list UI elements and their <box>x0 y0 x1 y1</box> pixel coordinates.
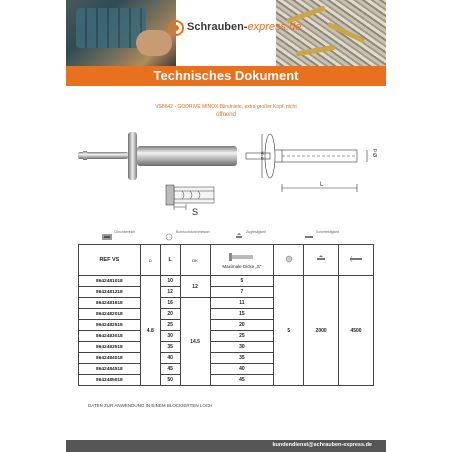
table-row: 8642482518 25 20 <box>79 320 374 331</box>
bohrloch-icon <box>284 255 294 263</box>
header-zug <box>304 245 339 276</box>
bohrloch-icon <box>164 228 211 238</box>
zug-icon <box>315 255 327 263</box>
header-banner <box>66 0 386 66</box>
table-row: 8642484018 40 35 <box>79 353 374 364</box>
toolbox-photo <box>66 0 176 66</box>
spec-table <box>78 244 374 386</box>
hand-image <box>136 30 172 56</box>
klemmbereich-label: Clinchbereich <box>114 230 136 234</box>
header-max-thickness <box>210 245 274 276</box>
header-bohrloch <box>274 245 304 276</box>
table-row: 8642485018 50 45 <box>79 375 374 386</box>
table-row: 8642483518 35 30 <box>79 342 374 353</box>
rivet-s-icon <box>227 252 257 262</box>
d-value: 4.8 <box>140 276 160 386</box>
zug-value: 2000 <box>304 276 339 386</box>
spec-icons-row <box>78 228 378 240</box>
bohr-value: 5 <box>274 276 304 386</box>
dk-group-1: 12 <box>180 276 210 298</box>
document-page <box>66 0 386 452</box>
header-dk: DK <box>180 245 210 276</box>
header-d: D <box>140 245 160 276</box>
company-logo[interactable] <box>168 20 302 38</box>
product-line-1: VS8642 - GODRIVE MINOX Blindniete, extra großer Kopf, nicht <box>155 104 297 110</box>
s-dimension-label: S <box>192 207 199 217</box>
table-header-row <box>79 245 374 276</box>
dk-dimension-label: Ø dk <box>259 151 265 160</box>
rivet-product-image <box>74 126 244 186</box>
scher-icon <box>349 255 363 263</box>
document-title: Technisches Dokument <box>66 66 386 86</box>
l-dimension-label: L <box>320 182 324 188</box>
d-dimension-label: Ø d <box>373 148 380 158</box>
application-note: DATEN ZUR ANWENDUNG IN EINEM BLOCKIERTEN LOCH <box>88 403 213 408</box>
scher-icon <box>304 228 339 238</box>
product-line-2: öffnend <box>216 112 236 118</box>
table-row: 8642481218 12 7 <box>79 287 374 298</box>
bohrloch-label: Bohrlochdurchmesser <box>176 230 211 234</box>
table-row: 8642482018 20 15 <box>79 309 374 320</box>
customer-service-email[interactable]: kundendienst@schrauben-express.de <box>272 442 372 448</box>
zug-icon <box>234 228 266 238</box>
logo-icon <box>168 20 184 36</box>
table-row: 8642481018 4.8 10 12 5 5 2000 4500 <box>79 276 374 287</box>
scher-value: 4500 <box>339 276 374 386</box>
header-l: L <box>160 245 180 276</box>
header-max-label: Maximale Dicke „S“ <box>222 263 262 269</box>
logo-text: Schrauben-express.de <box>187 21 302 33</box>
header-scher <box>339 245 374 276</box>
table-row: 8642484518 45 40 <box>79 364 374 375</box>
product-description <box>66 103 386 119</box>
table-row: 8642481618 16 14.5 11 <box>79 298 374 309</box>
screw-image <box>296 45 336 57</box>
table-row: 8642483018 30 25 <box>79 331 374 342</box>
screw-image <box>327 22 365 43</box>
scher-label: Scherfestigkeit <box>316 230 339 234</box>
zug-label: Zugfestigkeit <box>246 230 266 234</box>
klemmbereich-icon <box>102 228 136 238</box>
header-ref: REF VS <box>79 245 141 276</box>
dk-group-2: 14.5 <box>180 298 210 386</box>
technical-drawing <box>242 128 382 200</box>
footer-bar <box>66 440 386 452</box>
